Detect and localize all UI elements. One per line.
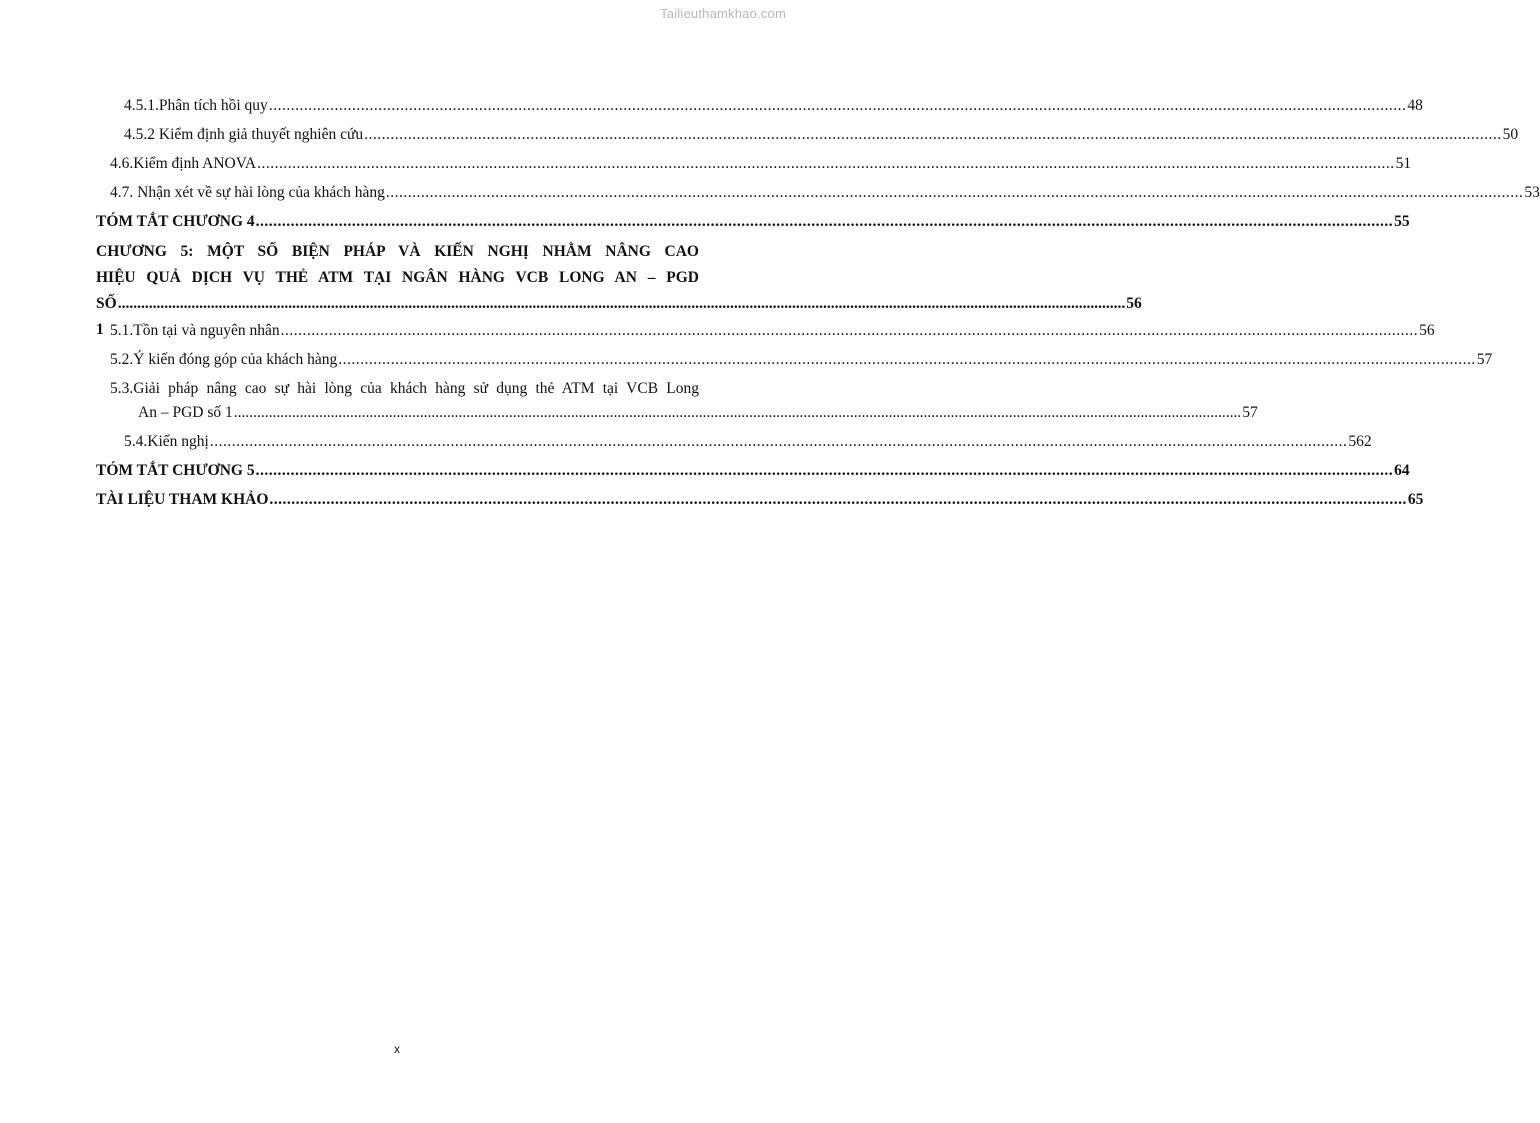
toc-entry-label: 4.7. Nhận xét về sự hài lòng của khách hàng (110, 184, 385, 201)
dot-leader: .................................................................................................................................................................................................................................................................... (255, 462, 1394, 479)
toc-entry-4-7[interactable] (96, 181, 1540, 210)
dot-leader: .................................................................................................................................................................................................................................................................... (338, 351, 1476, 368)
toc-entry-5-3[interactable] (96, 377, 1258, 430)
toc-entry-page: 64 (1394, 462, 1410, 479)
toc-entry-label: TÓM TẮT CHƯƠNG 5 (96, 462, 255, 479)
toc-entry-page: 50 (1502, 126, 1519, 143)
toc-entry-page: 65 (1407, 491, 1424, 508)
toc-entry-summary-chapter-4[interactable] (96, 210, 1410, 239)
toc-entry-references[interactable] (96, 488, 1424, 517)
toc-entry-label: 5.2.Ý kiến đóng góp của khách hàng (110, 351, 338, 368)
dot-leader: .................................................................................................................................................................................................................................................................... (364, 126, 1502, 143)
toc-entry-page: 57 (1476, 351, 1493, 368)
toc-entry-page: 56 (1419, 322, 1435, 339)
toc-entry-page: 48 (1407, 97, 1423, 114)
toc-entry-label: 5.1.Tồn tại và nguyên nhân (110, 322, 280, 339)
chapter-title-line: HIỆU QUẢ DỊCH VỤ THẺ ATM TẠI NGÂN HÀNG VCB LONG AN – PGD (96, 269, 699, 286)
dot-leader: .................................................................................................................................................................................................................................................................... (385, 184, 1524, 201)
dot-leader: .................................................................................................................................................................................................................................................................... (209, 433, 1348, 450)
toc-entry-label: 5.3.Giải pháp nâng cao sự hài lòng của khách hàng sử dụng thẻ ATM tại VCB Long (110, 380, 699, 397)
toc-entry-page: 55 (1394, 213, 1410, 230)
chapter-title-line: SỐ 1 (96, 295, 117, 338)
toc-entry-4-5-2[interactable] (96, 123, 1519, 152)
toc-entry-4-6[interactable] (96, 152, 1412, 181)
toc-entry-5-1[interactable] (96, 319, 1435, 348)
toc-entry-label: 4.5.2 Kiểm định giả thuyết nghiên cứu (124, 126, 364, 143)
toc-entry-label: 4.6.Kiểm định ANOVA (110, 155, 257, 172)
toc-entry-5-2[interactable] (96, 348, 1493, 377)
dot-leader: .................................................................................................................................................................................................................................................................... (117, 295, 1126, 312)
watermark: Tailieuthamkhao.com (660, 6, 786, 21)
toc-entry-4-5-1[interactable] (96, 94, 1423, 123)
toc-entry-page: 56 (1126, 295, 1142, 312)
toc-entry-label: 5.4.Kiến nghị (124, 433, 209, 450)
toc-entry-label: 4.5.1.Phân tích hồi quy (124, 97, 268, 114)
toc-entry-summary-chapter-5[interactable] (96, 459, 1410, 488)
chapter-title-line: CHƯƠNG 5: MỘT SỐ BIỆN PHÁP VÀ KIẾN NGHỊ NHẰM NÂNG CAO (96, 243, 699, 260)
toc-entry-page: 53 (1524, 184, 1540, 201)
toc-entry-page: 562 (1348, 433, 1372, 450)
dot-leader: .................................................................................................................................................................................................................................................................... (268, 97, 1407, 114)
page-number: x (394, 1042, 400, 1056)
dot-leader: .................................................................................................................................................................................................................................................................... (280, 322, 1419, 339)
dot-leader: .................................................................................................................................................................................................................................................................... (255, 213, 1394, 230)
toc-entry-5-4[interactable] (96, 430, 1372, 459)
toc-entry-page: 51 (1395, 155, 1412, 172)
dot-leader: .................................................................................................................................................................................................................................................................... (233, 404, 1242, 421)
table-of-contents (96, 94, 1540, 517)
toc-entry-label: TÀI LIỆU THAM KHẢO (96, 491, 269, 508)
dot-leader: .................................................................................................................................................................................................................................................................... (269, 491, 1407, 508)
toc-entry-label: An – PGD số 1 (138, 404, 233, 421)
dot-leader: .................................................................................................................................................................................................................................................................... (257, 155, 1395, 172)
toc-entry-label: TÓM TẮT CHƯƠNG 4 (96, 213, 255, 230)
toc-entry-page: 57 (1242, 404, 1258, 421)
